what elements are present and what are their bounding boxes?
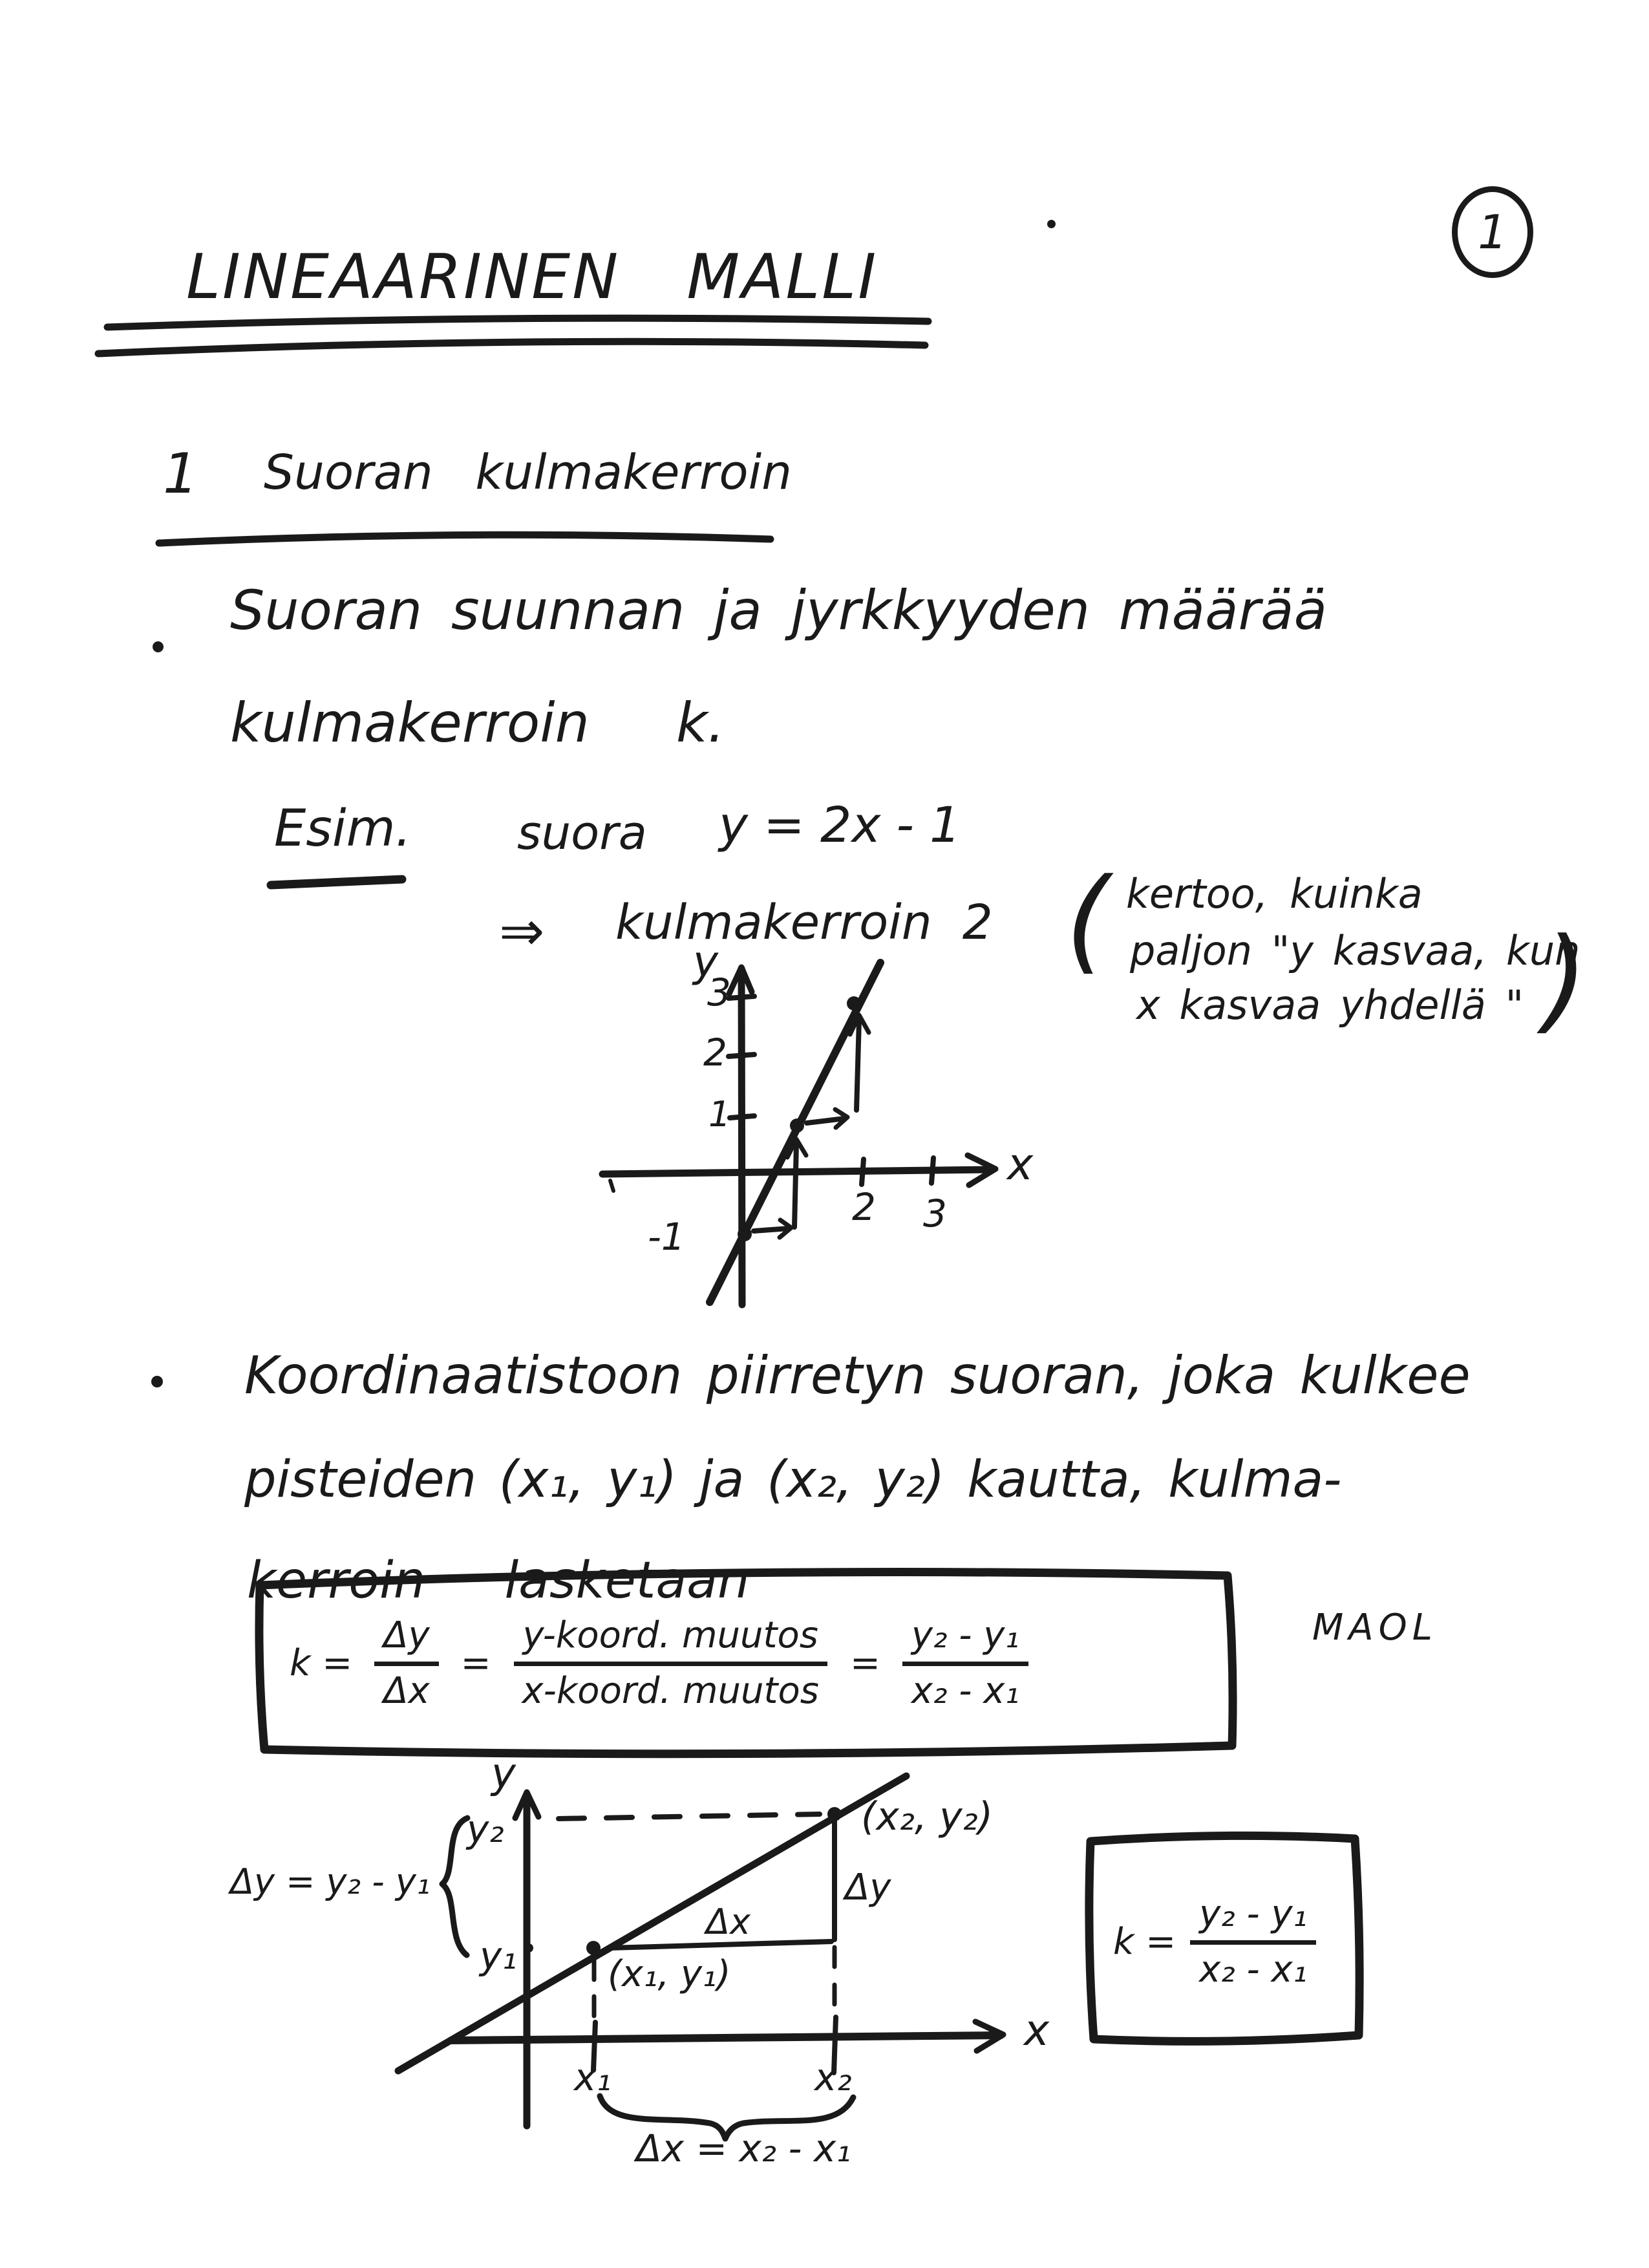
figure2-x2-label: x₂ (814, 2055, 852, 2099)
page-number: 1 (1478, 205, 1507, 259)
example-conclusion: kulmakerroin 2 (615, 895, 993, 950)
figure1-intercept-label: -1 (648, 1215, 685, 1259)
page-number-badge (1452, 186, 1533, 278)
title-underline (98, 318, 928, 354)
formula-frac-delta-den: Δx (383, 1669, 430, 1712)
example-equation: y = 2x - 1 (719, 796, 961, 853)
figure1-ytick-2: 2 (703, 1031, 727, 1075)
formula-frac-coords (902, 1613, 1028, 1715)
figure1-line (710, 963, 880, 1302)
bullet1-line2: kulmakerroin k. (230, 691, 725, 754)
section-underline (159, 535, 771, 543)
note-close-paren: ) (1544, 914, 1588, 1045)
figure2-point-x1y1 (586, 1941, 601, 1955)
formula-frac-delta-num: Δy (374, 1613, 438, 1666)
example-label: Esim. (274, 800, 412, 858)
figure1-x-axis (602, 1170, 993, 1174)
figure2-delta-x-equation: Δx = x₂ - x₁ (636, 2126, 851, 2170)
bullet2-line2: pisteiden (x₁, y₁) ja (x₂, y₂) kautta, kulma- (244, 1451, 1342, 1509)
figure1-y-axis (741, 968, 742, 1305)
side-slope-formula (1113, 1865, 1346, 2020)
figure1-point-1-1 (790, 1118, 804, 1133)
formula-equals-2: = (849, 1642, 880, 1684)
figure1-x-axis-arrowhead (968, 1155, 995, 1185)
figure2-delta-y-equation: Δy = y₂ - y₁ (230, 1861, 431, 1902)
figure2-left-brace (442, 1818, 467, 1955)
figure1-y-axis-arrowhead (729, 967, 752, 994)
figure2-dashed-y2 (559, 1814, 820, 1819)
side-formula-num: y₂ - y₁ (1190, 1892, 1316, 1945)
bullet2-marker (151, 1376, 163, 1387)
side-formula-lhs: k = (1113, 1921, 1176, 1963)
bullet1-line1: Suoran suunnan ja jyrkkyyden määrää (230, 579, 1328, 642)
section-title: Suoran kulmakerroin (264, 445, 793, 500)
figure1-ytick-3: 3 (707, 970, 731, 1014)
example-label-underline (271, 879, 402, 885)
stray-ink-dot (1047, 220, 1056, 228)
figure2-y1-mark (524, 1943, 533, 1952)
bullet2-line1: Koordinaatistoon piirretyn suoran, joka kulkee (244, 1345, 1471, 1406)
formula-frac-words (513, 1613, 828, 1715)
section-number: 1 (163, 442, 198, 506)
note-line1: kertoo, kuinka (1126, 870, 1423, 917)
figure2-x-axis-label: x (1024, 2006, 1050, 2055)
note-line2: paljon "y kasvaa, kun (1130, 927, 1580, 974)
formula-frac-words-num: y-koord. muutos (514, 1613, 827, 1666)
implies-arrow-icon: ⇒ (499, 899, 545, 963)
note-open-paren: ( (1065, 855, 1110, 986)
figure1-xtick-3: 3 (923, 1192, 947, 1236)
figure2-y-axis-label: y (491, 1750, 516, 1798)
figure2-point1-label: (x₁, y₁) (608, 1953, 731, 1995)
figure1-x-axis-label: x (1007, 1139, 1034, 1190)
bullet2-line3: kerroin lasketaan (247, 1552, 750, 1610)
figure1-xtick-2: 2 (852, 1185, 876, 1229)
figure2-point2-label: (x₂, y₂) (861, 1794, 994, 1839)
bullet1-marker (153, 641, 164, 652)
side-formula-den: x₂ - x₁ (1199, 1948, 1308, 1991)
figure2-dx-label: Δx (706, 1901, 750, 1942)
side-formula-frac (1190, 1892, 1316, 1993)
figure2-x-axis-arrowhead (975, 2022, 1003, 2051)
formula-frac-coords-den: x₂ - x₁ (911, 1669, 1019, 1712)
figure1-ytick-1: 1 (708, 1094, 731, 1135)
figure2-y2-label: y₂ (467, 1807, 504, 1851)
formula-equals-1: = (460, 1642, 491, 1684)
figure2-y1-label: y₁ (480, 1934, 517, 1978)
formula-frac-words-den: x-koord. muutos (522, 1669, 819, 1712)
figure2-point-x2y2 (827, 1807, 842, 1821)
example-word: suora (517, 806, 647, 860)
formula-frac-delta (374, 1613, 438, 1715)
figure1-y-axis-label: y (693, 937, 719, 987)
figure2-x-axis (451, 2035, 1001, 2040)
figure2-dy-label: Δy (845, 1867, 891, 1909)
figure1-point-2-3 (847, 996, 861, 1011)
figure1-point-0--1 (738, 1227, 752, 1241)
formula-lhs: k = (290, 1642, 353, 1684)
figure2-x1-label: x₁ (574, 2055, 612, 2099)
figure2-dx-segment (609, 1942, 831, 1948)
note-line3: x kasvaa yhdellä " (1136, 981, 1524, 1029)
slope-formula (290, 1589, 1207, 1738)
page-title: LINEAARINEN MALLI (186, 242, 878, 313)
figure2-y-axis-arrowhead (515, 1792, 538, 1818)
formula-frac-coords-num: y₂ - y₁ (902, 1613, 1028, 1666)
formula-source: MAOL (1312, 1607, 1438, 1649)
